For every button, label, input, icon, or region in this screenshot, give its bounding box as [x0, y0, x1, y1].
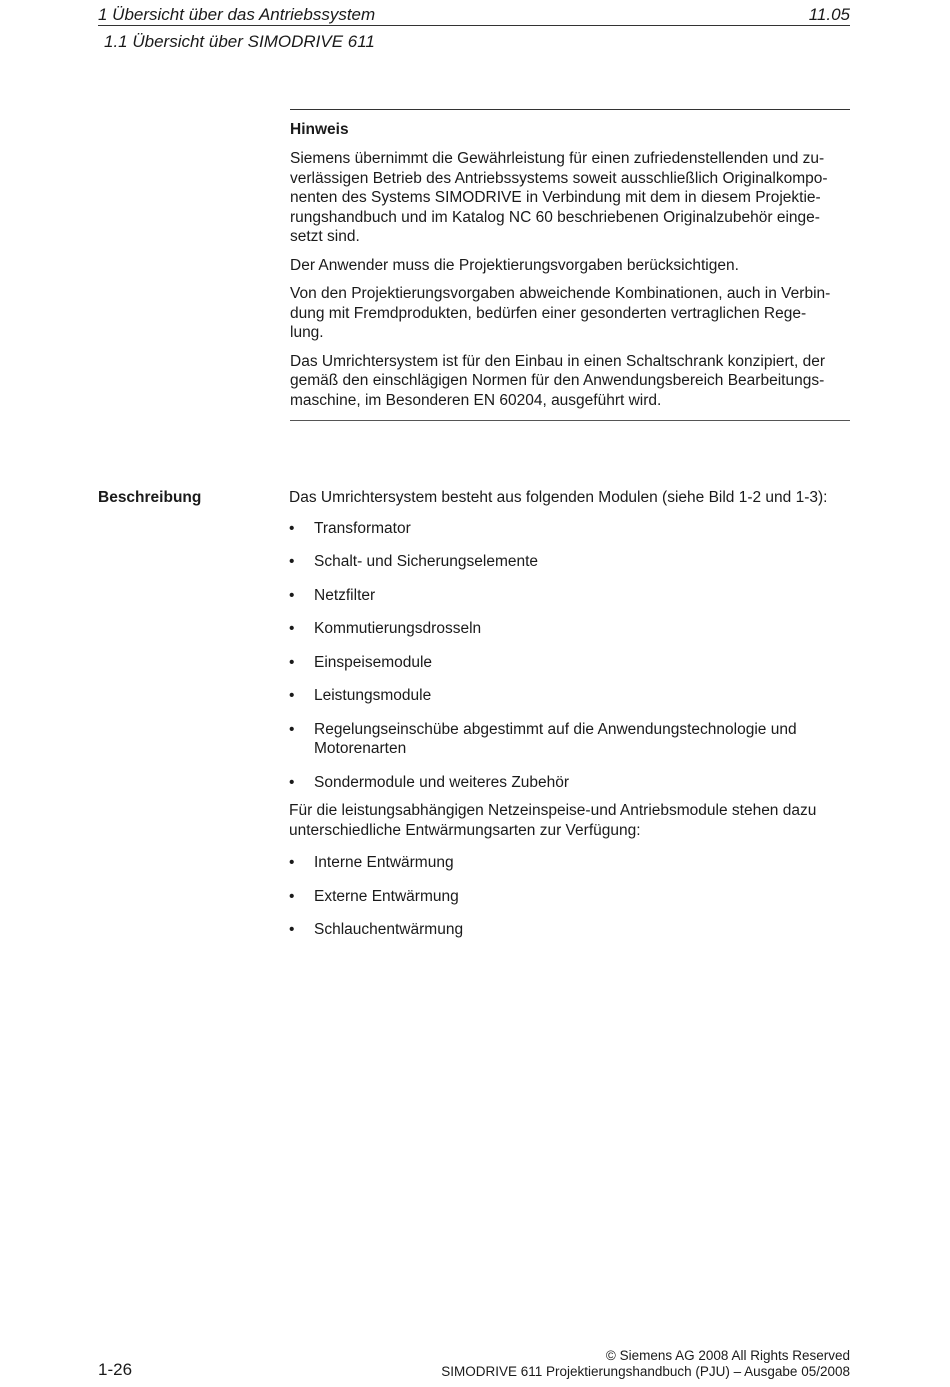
list-item: • Kommutierungsdrosseln — [289, 620, 482, 637]
header-divider — [98, 25, 850, 26]
bullet-icon: • — [289, 854, 295, 871]
chapter-title: 1 Übersicht über das Antriebssystem — [98, 5, 376, 24]
list-item: • Externe Entwärmung — [289, 887, 459, 905]
section-label-beschreibung: Beschreibung — [98, 489, 202, 506]
list-item: • Leistungsmodule — [289, 687, 432, 704]
module-list — [289, 519, 851, 793]
bullet-icon: • — [289, 653, 295, 671]
bullet-icon: • — [289, 620, 295, 637]
note-title: Hinweis — [290, 121, 349, 138]
bullet-icon: • — [289, 519, 295, 537]
bullet-icon: • — [289, 586, 295, 604]
list-item: • Einspeisemodule — [289, 653, 433, 671]
list-item: • Sondermodule und weiteres Zubehör — [289, 773, 570, 791]
running-header — [98, 4, 850, 26]
description-intro: Das Umrichtersystem besteht aus folgenden Modulen (siehe Bild 1-2 und 1-3): — [289, 489, 828, 506]
cooling-list — [289, 853, 851, 940]
bullet-icon: • — [289, 687, 295, 704]
copyright-notice: © Siemens AG 2008 All Rights Reserved — [605, 1348, 850, 1363]
note-paragraph: Siemens übernimmt die Gewährleistung für einen zufriedenstellenden und zu- verlässigen Betrieb des Antriebssystems soweit ausschließlich Originalkompo- nenten des Systems SIMODRIVE in Verbindung mit dem in diesem Projektie- rungshandbuch und im Katalog NC 60 beschriebenen Originalzubehör einge- setzt sind. — [290, 150, 828, 245]
bullet-icon: • — [289, 773, 295, 791]
page-number: 1-26 — [98, 1360, 133, 1379]
list-item: • Regelungseinschübe abgestimmt auf die Anwendungstechnologie und Motorenarten — [289, 720, 797, 757]
note-box — [290, 109, 850, 421]
footer-info — [441, 1348, 850, 1380]
document-title: SIMODRIVE 611 Projektierungshandbuch (PJU) – Ausgabe 05/2008 — [441, 1364, 850, 1379]
note-paragraph: Der Anwender muss die Projektierungsvorgaben berücksichtigen. — [290, 256, 739, 274]
edition-date: 11.05 — [808, 5, 850, 24]
note-paragraph: Das Umrichtersystem ist für den Einbau in einen Schaltschrank konzipiert, der gemäß den einschlägigen Normen für den Anwendungsbereich Bearbeitungs- maschine, im Besonderen EN 60204, ausgeführt wird. — [290, 352, 825, 409]
description-body — [289, 488, 851, 954]
list-item: • Schlauchentwärmung — [289, 921, 464, 938]
section-title: 1.1 Übersicht über SIMODRIVE 611 — [104, 32, 375, 51]
list-item: • Interne Entwärmung — [289, 854, 454, 871]
cooling-intro: Für die leistungsabhängigen Netzeinspeise-und Antriebsmodule stehen dazu unterschiedliche Entwärmungsarten zur Verfügung: — [289, 802, 817, 839]
list-item: • Transformator — [289, 519, 411, 537]
bullet-icon: • — [289, 553, 295, 570]
bullet-icon: • — [289, 921, 295, 938]
bullet-icon: • — [289, 720, 295, 738]
list-item: • Schalt- und Sicherungselemente — [289, 553, 539, 570]
note-paragraph: Von den Projektierungsvorgaben abweichende Kombinationen, auch in Verbin- dung mit Fremdprodukten, bedürfen einer gesonderten vertraglichen Rege- lung. — [290, 285, 831, 341]
bullet-icon: • — [289, 887, 295, 905]
list-item: • Netzfilter — [289, 586, 376, 604]
